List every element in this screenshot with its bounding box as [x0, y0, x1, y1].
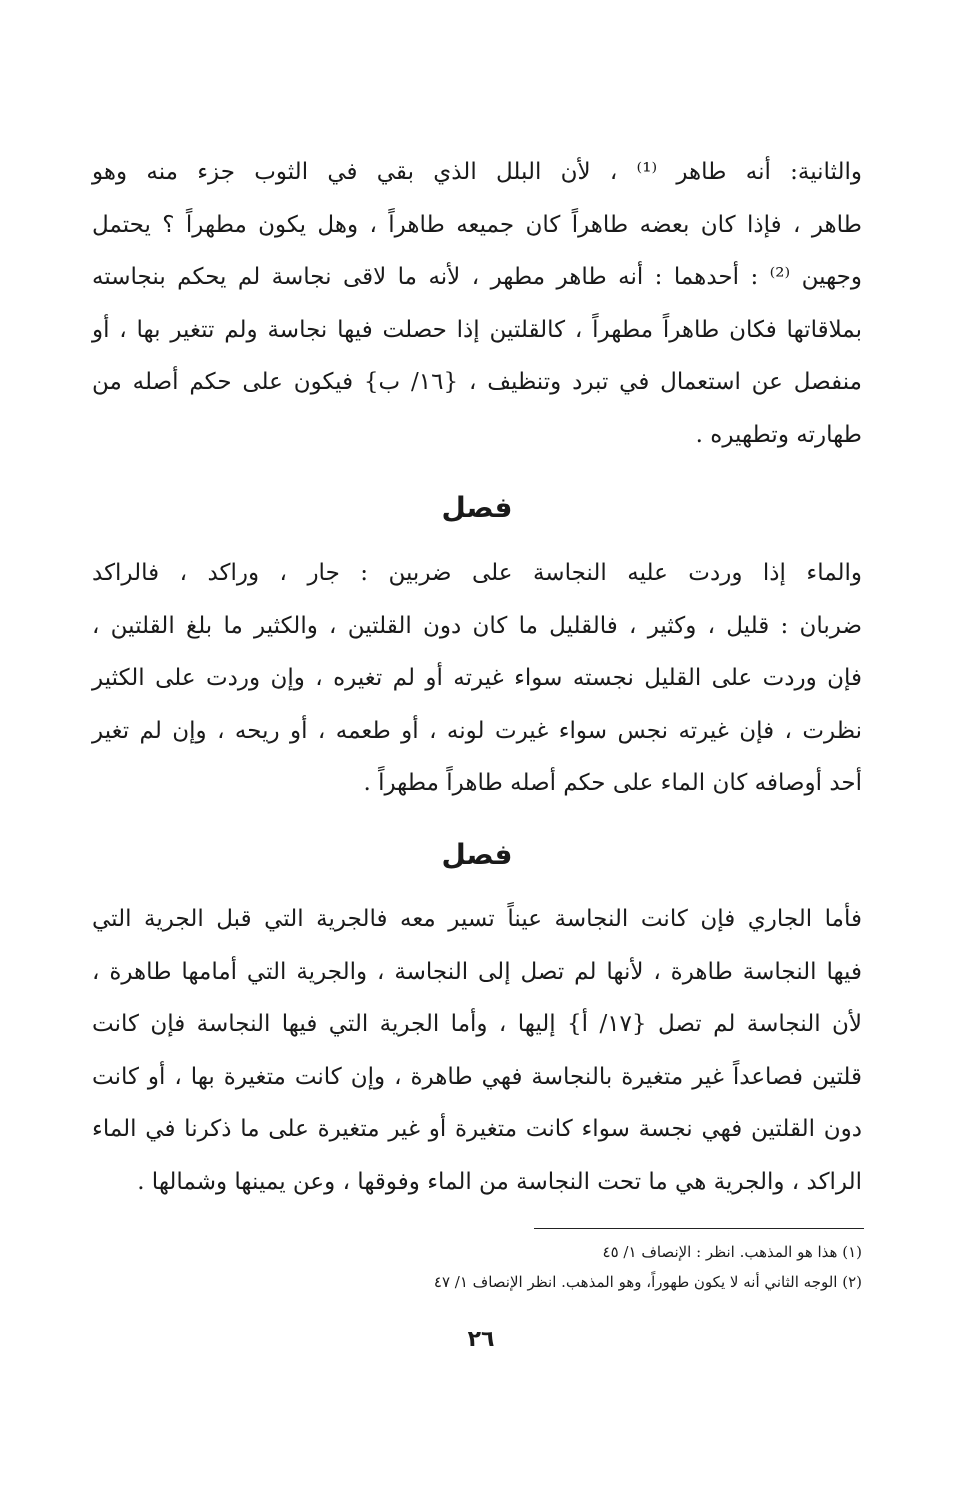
- footnote-divider: [534, 1228, 864, 1229]
- section-heading: فصل: [441, 491, 513, 524]
- text-line: بملاقاتها فكان طاهراً مطهراً ، كالقلتين إذا حصلت فيها نجاسة ولم تتغير بها ، أو: [92, 316, 862, 343]
- page-number: ٢٦: [467, 1327, 495, 1352]
- text-line: فأما الجاري فإن كانت النجاسة عيناً تسير معه فالجرية التي قبل الجرية التي: [92, 906, 862, 932]
- text-line: أحد أوصافه كان الماء على حكم أصله طاهراً مطهراً .: [363, 770, 862, 796]
- text-line: والماء إذا وردت عليه النجاسة على ضربين : جار ، وراكد ، فالراكد: [92, 560, 862, 586]
- text-line: فيها النجاسة طاهرة ، لأنها لم تصل إلى النجاسة ، والجرية التي أمامها طاهرة ،: [92, 958, 862, 985]
- text-line: وجهين ⁽²⁾ : أحدهما : أنه طاهر مطهر ، لأنه ما لاقى نجاسة لم يحكم بنجاسته: [92, 264, 863, 290]
- text-line: طهارته وتطهيره .: [695, 421, 862, 448]
- paragraph-2: [92, 547, 862, 810]
- text-line: الراكد ، والجرية هي ما تحت النجاسة من الماء وفوقها ، وعن يمينها وشمالها .: [137, 1168, 862, 1195]
- text-line: لأن النجاسة لم تصل {١٧/ أ} إليها ، وأما الجرية التي فيها النجاسة فإن كانت: [92, 1011, 862, 1037]
- footnote-1: (١) هذا هو المذهب. انظر : الإنصاف ١/ ٤٥: [602, 1243, 862, 1261]
- section-heading: فصل: [441, 838, 513, 871]
- text-line: منفصل عن استعمال في تبرد وتنظيف ، {١٦/ ب} فيكون على حكم أصله من: [92, 369, 862, 395]
- paragraph-3: [92, 893, 862, 1208]
- text-line: طاهر ، فإذا كان بعضه طاهراً كان جميعه طاهراً ، وهل يكون مطهراً ؟ يحتمل: [92, 211, 862, 238]
- text-line: فإن وردت على القليل نجسته سواء غيرته أو لم تغيره ، وإن وردت على الكثير: [92, 665, 862, 691]
- footnote-2: (٢) الوجه الثاني أنه لا يكون طهوراً، وهو المذهب. انظر الإنصاف ١/ ٤٧: [433, 1273, 862, 1291]
- text-line: نظرت ، فإن غيرته نجس سواء غيرت لونه ، أو طعمه ، أو ريحه ، وإن لم تغير: [92, 717, 862, 744]
- text-line: دون القلتين فهي نجسة سواء كانت متغيرة أو غير متغيرة على ما ذكرنا في الماء: [92, 1116, 862, 1142]
- text-line: قلتين فصاعداً غير متغيرة بالنجاسة فهي طاهرة ، وإن كانت متغيرة بها ، أو كانت: [92, 1063, 862, 1090]
- text-line: والثانية: أنه طاهر ⁽¹⁾ ، لأن البلل الذي بقي في الثوب جزء منه وهو: [92, 159, 862, 185]
- text-line: ضربان : قليل ، وكثير ، فالقليل ما كان دون القلتين ، والكثير ما بلغ القلتين ،: [92, 612, 862, 639]
- paragraph-1: [92, 146, 862, 461]
